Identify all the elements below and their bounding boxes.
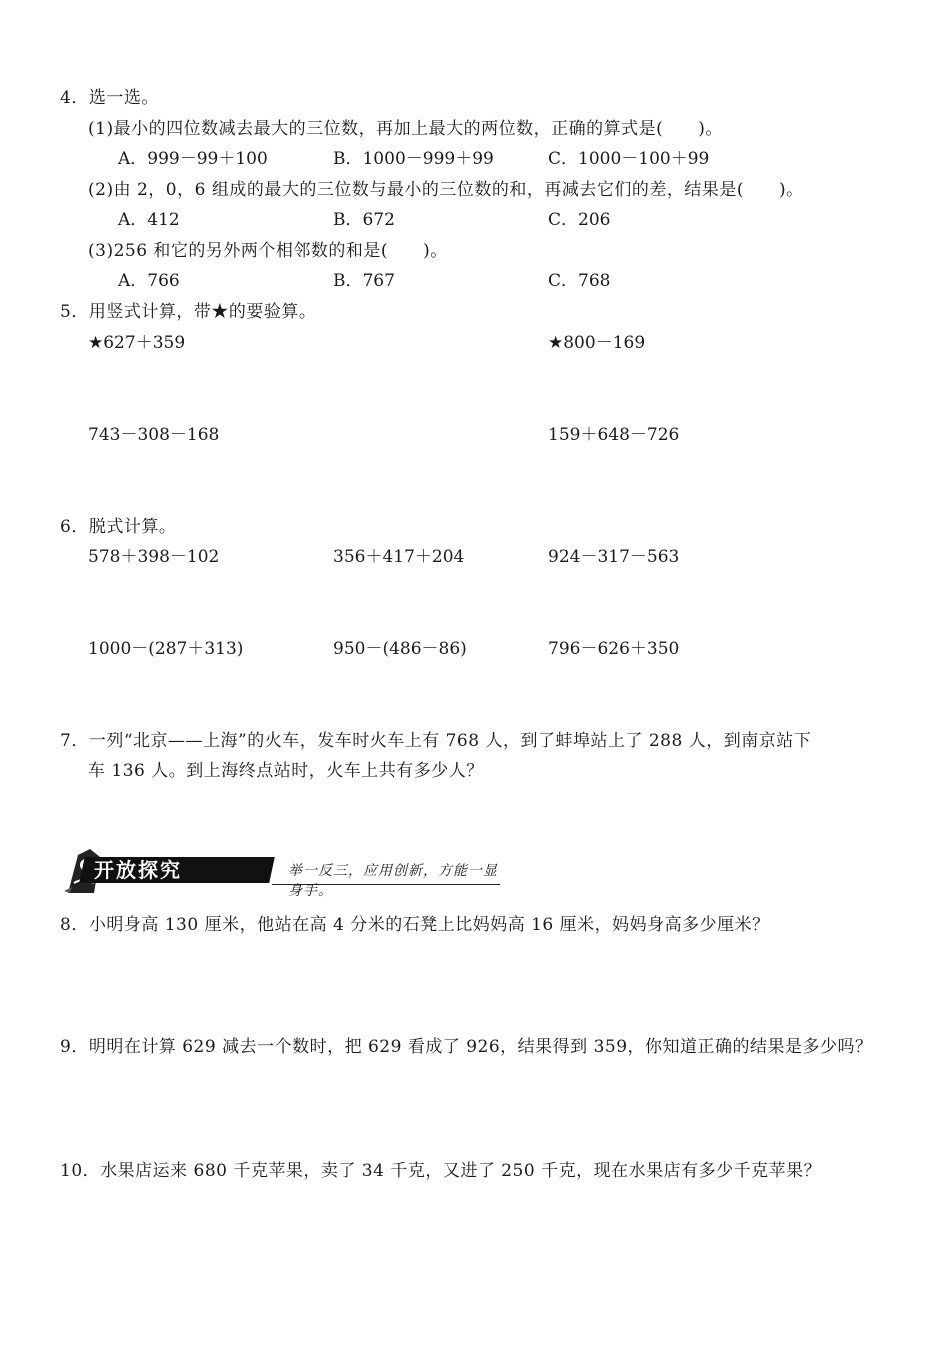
q9-text: 9．明明在计算 629 减去一个数时，把 629 看成了 926，结果得到 359，你知道正确的结果是多少吗？ <box>60 1037 873 1057</box>
q4-2-text: (2)由 2，0，6 组成的最大的三位数与最小的三位数的和，再减去它们的差，结果是( )。 <box>88 180 804 200</box>
q5-expression-2: ★800－169 <box>548 333 646 353</box>
q4-1-option-a: A．999－99＋100 <box>118 149 268 169</box>
q4-3-text: (3)256 和它的另外两个相邻数的和是( )。 <box>88 241 448 261</box>
q4-title: 4．选一选。 <box>60 88 159 108</box>
q6-expression-5: 950－(486－86) <box>333 639 467 659</box>
q4-1-text: (1)最小的四位数减去最大的三位数，再加上最大的两位数，正确的算式是( )。 <box>88 119 723 139</box>
q4-2-option-c: C．206 <box>548 210 611 230</box>
section-title: 开放探究 <box>94 858 182 882</box>
q4-3-option-c: C．768 <box>548 271 611 291</box>
q7-line-2: 车 136 人。到上海终点站时，火车上共有多少人？ <box>88 761 484 781</box>
q4-2-option-a: A．412 <box>118 210 180 230</box>
banner-underline <box>272 884 500 885</box>
q8-text: 8．小明身高 130 厘米，他站在高 4 分米的石凳上比妈妈高 16 厘米，妈妈身高多少厘米？ <box>60 915 770 935</box>
section-banner <box>60 847 500 899</box>
section-subtitle: 举一反三，应用创新，方能一显身手。 <box>288 863 498 899</box>
q4-2-option-b: B．672 <box>333 210 395 230</box>
q4-3-option-b: B．767 <box>333 271 395 291</box>
q6-expression-2: 356＋417＋204 <box>333 547 465 567</box>
q5-expression-1: ★627＋359 <box>88 333 186 353</box>
q10-text: 10．水果店运来 680 千克苹果，卖了 34 千克，又进了 250 千克，现在水果店有多少千克苹果？ <box>60 1161 822 1181</box>
q7-line-1: 7．一列“北京——上海”的火车，发车时火车上有 768 人，到了蚌埠站上了 288 人，到南京站下 <box>60 731 812 751</box>
q4-1-option-c: C．1000－100＋99 <box>548 149 710 169</box>
q4-1-option-b: B．1000－999＋99 <box>333 149 494 169</box>
q6-expression-3: 924－317－563 <box>548 547 680 567</box>
q5-expression-3: 743－308－168 <box>88 425 220 445</box>
q5-expression-4: 159＋648－726 <box>548 425 680 445</box>
q6-expression-6: 796－626＋350 <box>548 639 680 659</box>
q6-title: 6．脱式计算。 <box>60 517 177 537</box>
q6-expression-1: 578＋398－102 <box>88 547 220 567</box>
q5-title: 5．用竖式计算，带★的要验算。 <box>60 302 317 322</box>
q6-expression-4: 1000－(287＋313) <box>88 639 244 659</box>
q4-3-option-a: A．766 <box>118 271 180 291</box>
